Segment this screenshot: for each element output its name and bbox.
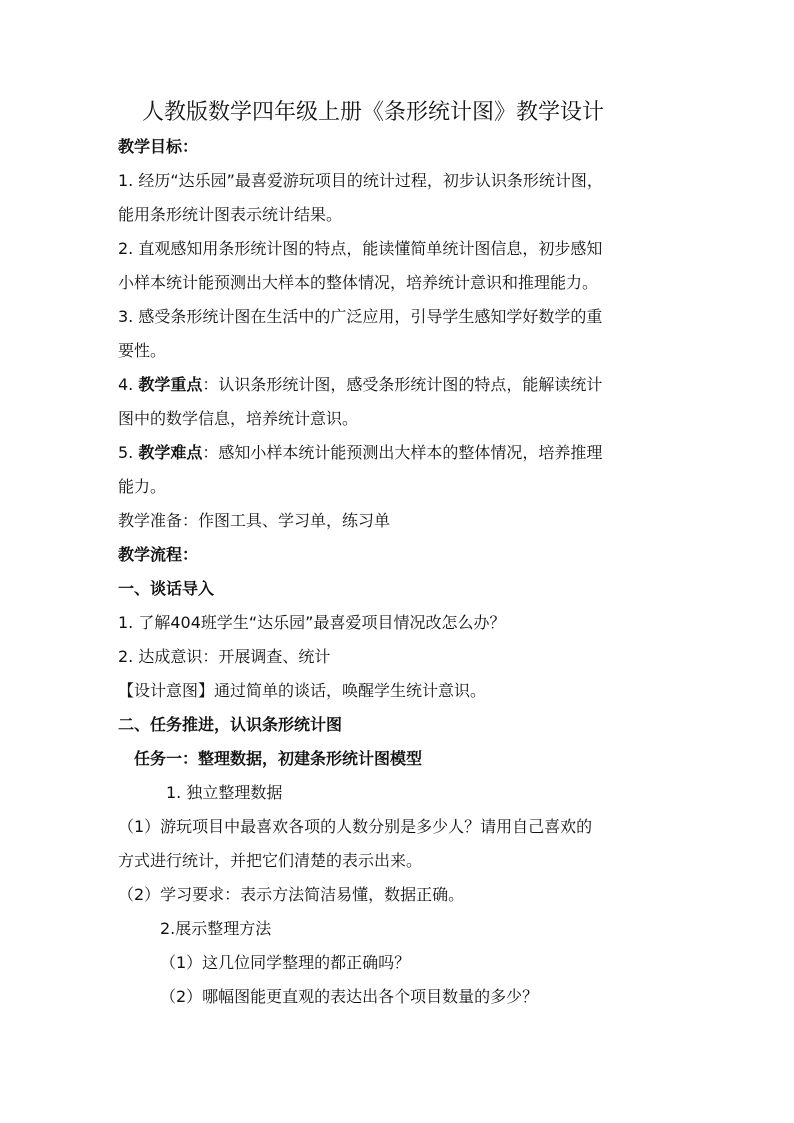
difficulty-label: 教学难点 — [138, 443, 203, 462]
task-1-question-1-line-1: （1）游玩项目中最喜欢各项的人数分别是多少人？请用自己喜欢的 — [118, 817, 593, 836]
key-points-label: 教学重点 — [138, 375, 203, 394]
section-1-item-1: 1. 了解404班学生“达乐园”最喜爱项目情况改怎么办？ — [118, 613, 506, 632]
section-1-design-intent: 【设计意图】通过简单的谈话，唤醒学生统计意识。 — [118, 681, 487, 700]
objective-1-line-2: 能用条形统计图表示统计结果。 — [118, 205, 343, 224]
objective-2-line-1: 2. 直观感知用条形统计图的特点，能读懂简单统计图信息，初步感知 — [118, 239, 603, 258]
task-1-question-2: （2）学习要求：表示方法简洁易懂，数据正确。 — [118, 885, 465, 904]
objective-5-line-1 — [118, 436, 682, 470]
task-1-step-2-question-2: （2）哪幅图能更直观的表达出各个项目数量的多少？ — [160, 987, 539, 1006]
objective-3-line-1: 3. 感受条形统计图在生活中的广泛应用，引导学生感知学好数学的重 — [118, 307, 603, 326]
task-1-step-2-question-1: （1）这几位同学整理的都正确吗？ — [160, 953, 411, 972]
task-1-question-1-line-2: 方式进行统计，并把它们清楚的表示出来。 — [118, 851, 423, 870]
teaching-preparation: 教学准备：作图工具、学习单，练习单 — [118, 511, 391, 530]
task-1-step-2: 2.展示整理方法 — [160, 919, 272, 938]
objectives-heading: 教学目标： — [118, 137, 199, 156]
task-1-heading: 任务一：整理数据，初建条形统计图模型 — [134, 749, 423, 768]
section-2-heading: 二、任务推进，认识条形统计图 — [118, 715, 343, 734]
objective-2-line-2: 小样本统计能预测出大样本的整体情况，培养统计意识和推理能力。 — [118, 273, 599, 292]
objective-4-line-2: 图中的数学信息，培养统计意识。 — [118, 409, 359, 428]
document-title: 人教版数学四年级上册《条形统计图》教学设计 — [142, 100, 605, 125]
section-1-heading: 一、谈话导入 — [118, 579, 215, 598]
task-1-step-1: 1. 独立整理数据 — [166, 783, 283, 802]
objective-3-line-2: 要性。 — [118, 341, 167, 360]
process-heading: 教学流程： — [118, 545, 199, 564]
key-points-text: ：认识条形统计图，感受条形统计图的特点，能解读统计 — [202, 375, 603, 394]
section-1-item-2: 2. 达成意识：开展调查、统计 — [118, 647, 331, 666]
objective-1-line-1: 1. 经历“达乐园”最喜爱游玩项目的统计过程，初步认识条形统计图， — [118, 171, 603, 190]
objective-5-line-2: 能力。 — [118, 477, 167, 496]
document-body — [118, 96, 682, 1014]
objective-4-line-1 — [118, 368, 682, 402]
objective-5-number: 5. — [118, 443, 139, 462]
objective-4-number: 4. — [118, 375, 139, 394]
difficulty-text: ：感知小样本统计能预测出大样本的整体情况，培养推理 — [202, 443, 603, 462]
